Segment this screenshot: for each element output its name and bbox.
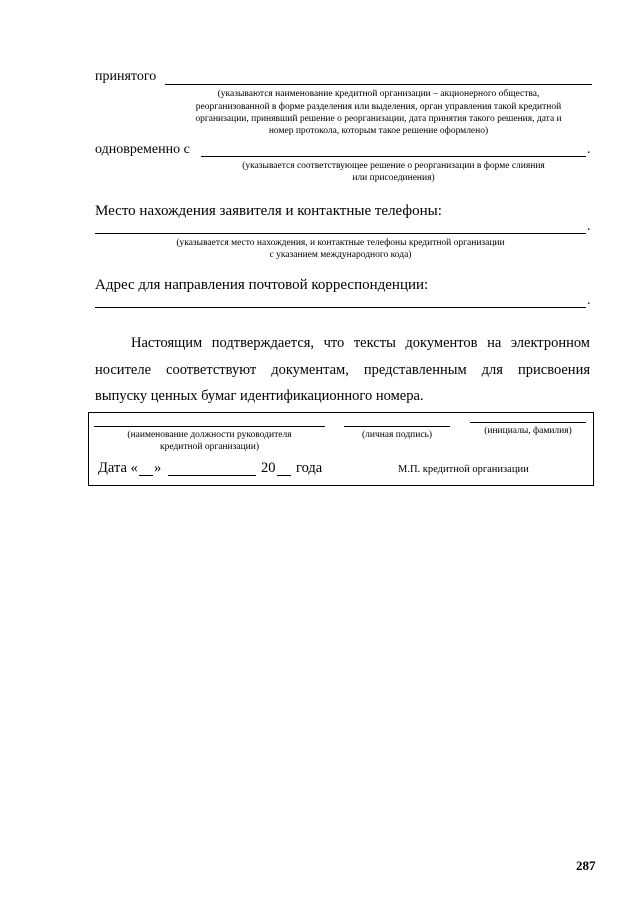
simultaneously-label: одновременно с xyxy=(95,142,190,157)
postal-end: . xyxy=(587,293,591,308)
signature-hint: (личная подпись) xyxy=(361,430,433,440)
location-hint-1: (указывается место нахождения, и контактные телефоны кредитной организации xyxy=(176,238,505,248)
accepted-label: принятого xyxy=(95,69,157,84)
postal-field-line[interactable] xyxy=(95,307,586,308)
simultaneously-hint-1: (указывается соответствующее решение о реорганизации в форме слияния xyxy=(242,161,545,171)
stamp-label: М.П. кредитной организации xyxy=(398,464,529,475)
accepted-hint-3: организации, принявший решение о реорганизации, дата принятия такого решения, дата и xyxy=(195,114,562,124)
accepted-hint-4: номер протокола, которым такое решение оформлено) xyxy=(268,126,489,136)
date-year-suffix: года xyxy=(296,460,323,476)
accepted-field-line[interactable] xyxy=(165,84,592,85)
date-year-line[interactable] xyxy=(277,475,291,476)
accepted-hint-1: (указываются наименование кредитной организации – акционерного общества, xyxy=(217,89,540,99)
location-heading: Место нахождения заявителя и контактные телефоны: xyxy=(95,203,442,219)
postal-heading: Адрес для направления почтовой корреспонденции: xyxy=(95,277,429,293)
date-year-prefix: 20 xyxy=(261,460,276,476)
confirmation-line-3: выпуску ценных бумаг идентификационного номера. xyxy=(95,388,424,404)
name-line[interactable] xyxy=(470,422,586,423)
name-hint: (инициалы, фамилия) xyxy=(484,426,572,436)
date-day-line[interactable] xyxy=(139,475,153,476)
page-number: 287 xyxy=(576,858,596,873)
confirmation-line-1: Настоящим подтверждается, что тексты документов на электронном xyxy=(131,335,590,351)
simultaneously-field-line[interactable] xyxy=(201,156,586,157)
confirmation-line-2: носителе соответствуют документам, представленным для присвоения xyxy=(95,362,590,378)
date-label: Дата « xyxy=(98,460,138,476)
accepted-hint-2: реорганизованной в форме разделения или выделения, орган управления такой кредитной xyxy=(195,102,562,112)
location-end: . xyxy=(587,219,591,234)
date-month-line[interactable] xyxy=(168,475,256,476)
date-quote-close: » xyxy=(154,460,162,476)
position-hint-2: кредитной организации) xyxy=(160,442,259,452)
location-hint-2: с указанием международного кода) xyxy=(269,250,412,260)
simultaneously-hint-2: или присоединения) xyxy=(352,173,435,183)
location-field-line[interactable] xyxy=(95,233,586,234)
simultaneously-end: . xyxy=(587,142,591,157)
position-line[interactable] xyxy=(94,426,325,427)
signature-line[interactable] xyxy=(344,426,450,427)
position-hint-1: (наименование должности руководителя xyxy=(127,430,292,440)
